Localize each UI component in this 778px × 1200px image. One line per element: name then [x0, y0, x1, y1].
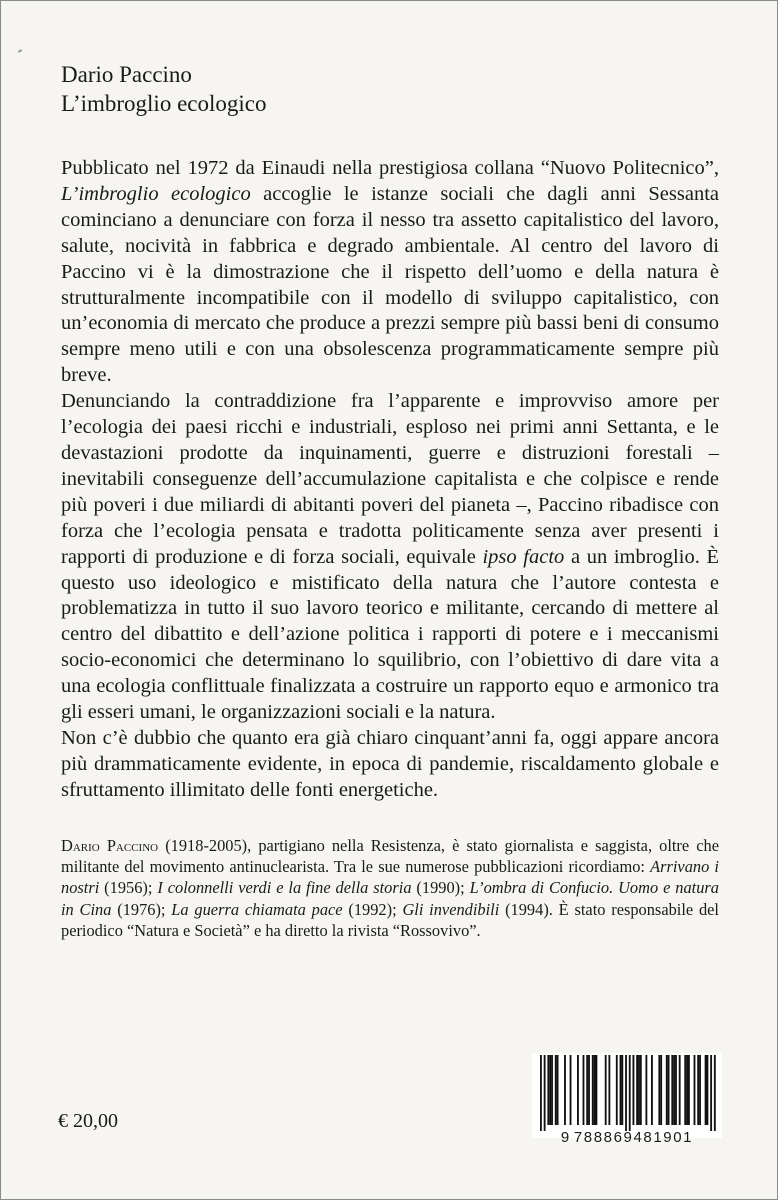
barcode-bar [620, 1055, 622, 1125]
text-run: (1994). È stato responsabile del periodico “Natura e Società” e ha diretto la rivista “Rossovivo”. [61, 899, 719, 940]
barcode-bar [549, 1055, 551, 1125]
barcode-bar [668, 1055, 670, 1125]
barcode-bar [551, 1055, 553, 1125]
barcode-bar [699, 1055, 701, 1125]
barcode-bar [557, 1055, 559, 1125]
text-run: Non c’è dubbio che quanto era già chiaro cinquant’anni fa, oggi appare ancora più drammaticamente evidente, in epoca di pandemie, riscaldamento globale e sfruttamento illimitato delle fonti energetiche. [61, 726, 719, 801]
text-run: Denunciando la contraddizione fra l’apparente e improvviso amore per l’ecologia dei paesi ricchi e industriali, esploso nei primi anni Settanta, e le devastazioni prodotte da inquinamenti, guerre e distruzioni forestali – inevitabili conseguenze dell’accumulazione capitalista e che colpisce e rende più poveri i due miliardi di abitanti poveri del pianeta –, Paccino ribadisce con forza che l’ecologia pensata e tradotta politicamente senza aver presenti i rapporti di produzione e di forza sociali, equivale [61, 390, 719, 568]
text-run: (1918-2005), partigiano nella Resistenza, è stato giornalista e saggista, oltre che militante del movimento antinuclearista. Tra le sue numerose pubblicazioni ricordiamo: [61, 836, 720, 877]
barcode-bar [684, 1055, 686, 1125]
barcode-bar [547, 1055, 549, 1125]
barcode-bar [544, 1055, 546, 1131]
barcode-bar [686, 1055, 688, 1125]
book-title: L’imbroglio ecologico [61, 91, 267, 116]
barcode-bar [564, 1055, 566, 1125]
barcode-bar [586, 1055, 588, 1125]
isbn-number [532, 1129, 722, 1146]
text-run: (1992); [342, 899, 403, 919]
author-name-smallcaps: Dario Paccino [61, 836, 159, 855]
barcode-bar [638, 1055, 640, 1125]
italic-text: ipso facto [482, 545, 565, 568]
blurb-paragraph [61, 156, 719, 389]
barcode-bar [658, 1055, 660, 1125]
barcode-bar [707, 1055, 709, 1125]
italic-text: Arrivano i nostri [61, 857, 719, 898]
barcode-bar [594, 1055, 596, 1125]
italic-text: L’ombra di Confucio. Uomo e natura in Cina [61, 878, 719, 919]
barcode-bar [660, 1055, 662, 1125]
barcode-bar [645, 1055, 647, 1125]
text-run: (1976); [111, 899, 172, 919]
barcode-bar [705, 1055, 707, 1125]
author-bio [61, 835, 719, 941]
barcode-bar [621, 1055, 623, 1125]
barcode-bar [592, 1055, 594, 1125]
barcode-bar [666, 1055, 668, 1125]
barcode-bar [570, 1055, 572, 1125]
barcode-bar [608, 1055, 610, 1125]
barcode-bar [583, 1055, 585, 1125]
barcode-bar [596, 1055, 598, 1125]
barcode-bar [640, 1055, 642, 1125]
barcode-bar [616, 1055, 618, 1125]
barcode-bar [688, 1055, 690, 1125]
barcode-bar [697, 1055, 699, 1125]
barcode-bar [679, 1055, 681, 1125]
barcode-bar [694, 1055, 696, 1125]
text-run: Pubblicato nel 1972 da Einaudi nella prestigiosa collana “Nuovo Politecnico”, [61, 157, 719, 179]
barcode-bar [555, 1055, 557, 1125]
blurb-paragraph [61, 389, 719, 726]
barcode-bar [671, 1055, 673, 1125]
isbn-group-1: 788869 [573, 1129, 634, 1146]
barcode-bar [673, 1055, 675, 1125]
price-label: € 20,00 [58, 1110, 118, 1132]
text-run: (1990); [411, 878, 470, 898]
bio-paragraph [61, 835, 719, 941]
isbn-group-2: 481901 [633, 1129, 694, 1146]
barcode-bar [636, 1055, 638, 1125]
text-run: (1956); [99, 878, 158, 898]
barcode-bar [651, 1055, 653, 1125]
author-name: Dario Paccino [61, 62, 192, 87]
barcode-bar [605, 1055, 607, 1125]
isbn-prefix-digit: 9 [560, 1129, 571, 1146]
barcode-bar [625, 1055, 627, 1131]
barcode-bar [633, 1055, 635, 1125]
barcode-bar [577, 1055, 579, 1125]
barcode [532, 1053, 722, 1138]
book-header [61, 60, 266, 118]
barcode-bar [714, 1055, 716, 1131]
text-run: accoglie le istanze sociali che dagli anni Sessanta cominciano a denunciare con forza il nesso tra assetto capitalistico del lavoro, salute, nocività in fabbrica e degrado ambientale. Al centro del lavoro di Paccino vi è la dimostrazione che il rispetto dell’uomo e della natura è strutturalmente incompatibile con il modello di sviluppo capitalistico, con un’economia di mercato che produce a prezzi sempre più bassi beni di consumo sempre meno utili e con una obsolescenza programmaticamente sempre più breve. [61, 182, 720, 387]
book-blurb [61, 156, 719, 804]
barcode-bar [629, 1055, 631, 1131]
blurb-paragraph [61, 726, 719, 804]
text-run: a un imbroglio. È questo uso ideologico e mistificato della natura che l’autore contesta e problematizza in tutto il suo lavoro teorico e militante, cercando di mettere al centro del dibattito e dell’azione politica i rapporti di potere e i meccanismi socio-economici che determinano lo squilibrio, con l’obiettivo di dare vita a una ecologia conflittuale finalizzata a costruire un rapporto equo e armonico tra gli esseri umani, le organizzazioni sociali e la natura. [61, 545, 719, 724]
barcode-bar [710, 1055, 712, 1131]
italic-text: La guerra chiamata pace [171, 899, 343, 919]
italic-text: I colonnelli verdi e la fine della storia [157, 878, 412, 898]
italic-text: Gli invendibili [402, 899, 500, 919]
barcode-bar [588, 1055, 590, 1125]
barcode-bars [532, 1053, 722, 1131]
barcode-bar [540, 1055, 542, 1131]
italic-text: L’imbroglio ecologico [61, 182, 251, 205]
barcode-bar [675, 1055, 677, 1125]
